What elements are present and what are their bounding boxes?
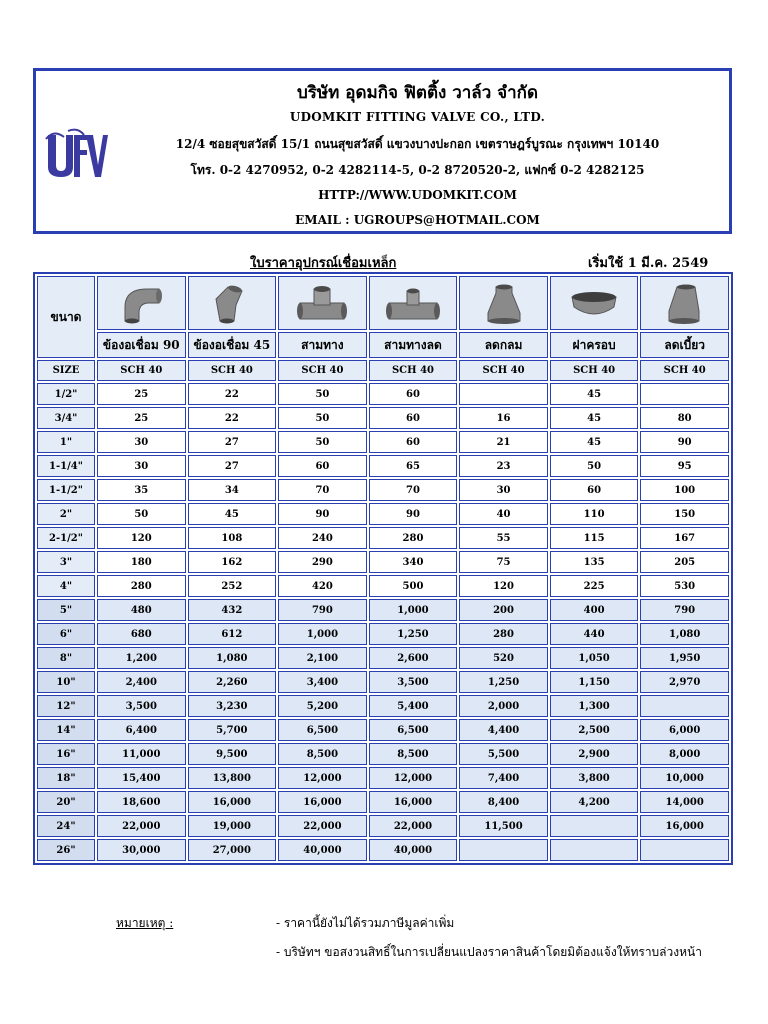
column-header: ฝาครอบ	[550, 332, 639, 358]
table-row	[37, 503, 729, 525]
company-email: EMAIL : UGROUPS@HOTMAIL.COM	[295, 213, 540, 227]
price-cell: 6,500	[278, 719, 367, 741]
price-cell: 135	[550, 551, 639, 573]
size-cell: 20"	[37, 791, 95, 813]
size-cell: 1"	[37, 431, 95, 453]
price-cell: 80	[640, 407, 729, 429]
concentric-reducer-icon	[474, 281, 534, 325]
price-cell: 22,000	[97, 815, 186, 837]
price-cell: 7,400	[459, 767, 548, 789]
price-cell: 1,050	[550, 647, 639, 669]
price-cell: 16,000	[640, 815, 729, 837]
size-cell: 3/4"	[37, 407, 95, 429]
price-cell: 5,400	[369, 695, 458, 717]
price-cell: 27,000	[188, 839, 277, 861]
price-cell: 22	[188, 383, 277, 405]
size-cell: 1-1/2"	[37, 479, 95, 501]
product-name-row	[37, 332, 729, 358]
price-cell: 680	[97, 623, 186, 645]
column-header: ข้องอเชื่อม 45	[188, 332, 277, 358]
price-cell: 60	[369, 431, 458, 453]
price-cell: 60	[550, 479, 639, 501]
elbow-90-icon	[111, 281, 171, 325]
table-row	[37, 743, 729, 765]
price-cell: 1,080	[640, 623, 729, 645]
table-row	[37, 671, 729, 693]
price-cell: 50	[278, 407, 367, 429]
table-row	[37, 455, 729, 477]
column-header: ลดเบี้ยว	[640, 332, 729, 358]
price-cell: 90	[278, 503, 367, 525]
price-cell: 60	[278, 455, 367, 477]
price-cell: 5,700	[188, 719, 277, 741]
size-cell: 6"	[37, 623, 95, 645]
size-cell: 8"	[37, 647, 95, 669]
price-cell: 25	[97, 407, 186, 429]
table-row	[37, 383, 729, 405]
price-cell: 2,600	[369, 647, 458, 669]
price-cell: 340	[369, 551, 458, 573]
price-cell	[640, 695, 729, 717]
price-cell: 22,000	[369, 815, 458, 837]
price-cell: 6,400	[97, 719, 186, 741]
price-cell: 40,000	[369, 839, 458, 861]
price-cell: 530	[640, 575, 729, 597]
price-cell: 790	[278, 599, 367, 621]
schedule-cell: SCH 40	[459, 360, 548, 381]
company-phone: โทร. 0-2 4270952, 0-2 4282114-5, 0-2 8720520-2, แฟกซ์ 0-2 4282125	[190, 163, 645, 177]
price-cell: 6,000	[640, 719, 729, 741]
schedule-row	[37, 360, 729, 381]
price-cell: 480	[97, 599, 186, 621]
price-cell: 2,970	[640, 671, 729, 693]
price-cell: 1,000	[369, 599, 458, 621]
price-cell: 30,000	[97, 839, 186, 861]
table-row	[37, 551, 729, 573]
price-cell: 50	[550, 455, 639, 477]
schedule-cell: SCH 40	[188, 360, 277, 381]
price-cell	[550, 839, 639, 861]
price-cell: 252	[188, 575, 277, 597]
table-row	[37, 695, 729, 717]
size-cell: 5"	[37, 599, 95, 621]
price-cell: 3,230	[188, 695, 277, 717]
size-cell: 18"	[37, 767, 95, 789]
price-cell: 1,300	[550, 695, 639, 717]
price-cell: 45	[550, 431, 639, 453]
price-cell: 12,000	[278, 767, 367, 789]
column-header: สามทาง	[278, 332, 367, 358]
price-cell: 790	[640, 599, 729, 621]
price-cell: 8,500	[369, 743, 458, 765]
table-row	[37, 479, 729, 501]
price-cell: 60	[369, 407, 458, 429]
price-cell: 13,800	[188, 767, 277, 789]
price-cell: 10,000	[640, 767, 729, 789]
price-cell: 290	[278, 551, 367, 573]
table-row	[37, 623, 729, 645]
price-cell: 8,000	[640, 743, 729, 765]
company-website: HTTP://WWW.UDOMKIT.COM	[318, 188, 517, 202]
reducing-tee-icon	[383, 281, 443, 325]
schedule-cell: SCH 40	[369, 360, 458, 381]
company-address: 12/4 ซอยสุขสวัสดิ์ 15/1 ถนนสุขสวัสดิ์ แขวงบางปะกอก เขตราษฎร์บูรณะ กรุงเทพฯ 10140	[175, 137, 660, 151]
table-row	[37, 407, 729, 429]
price-cell: 500	[369, 575, 458, 597]
price-cell: 30	[97, 455, 186, 477]
price-cell: 225	[550, 575, 639, 597]
price-cell: 5,500	[459, 743, 548, 765]
price-cell: 2,900	[550, 743, 639, 765]
price-cell: 180	[97, 551, 186, 573]
table-row	[37, 791, 729, 813]
column-header: สามทางลด	[369, 332, 458, 358]
price-cell: 100	[640, 479, 729, 501]
elbow-45-icon	[202, 281, 262, 325]
ufv-logo-icon	[44, 121, 108, 185]
price-cell: 16,000	[188, 791, 277, 813]
price-cell: 1,250	[369, 623, 458, 645]
price-cell: 1,150	[550, 671, 639, 693]
price-cell: 2,260	[188, 671, 277, 693]
size-cell: 2"	[37, 503, 95, 525]
price-cell: 25	[97, 383, 186, 405]
cap-icon	[564, 281, 624, 325]
price-cell: 65	[369, 455, 458, 477]
product-image-cell	[278, 276, 367, 330]
price-cell: 16	[459, 407, 548, 429]
price-cell	[459, 383, 548, 405]
price-cell: 16,000	[369, 791, 458, 813]
eccentric-reducer-icon	[655, 281, 715, 325]
price-cell: 1,950	[640, 647, 729, 669]
size-cell: 14"	[37, 719, 95, 741]
company-header	[33, 68, 732, 234]
price-cell: 70	[369, 479, 458, 501]
price-cell: 50	[278, 383, 367, 405]
size-cell: 26"	[37, 839, 95, 861]
price-cell: 70	[278, 479, 367, 501]
price-cell: 3,400	[278, 671, 367, 693]
table-row	[37, 575, 729, 597]
price-cell: 2,100	[278, 647, 367, 669]
table-row	[37, 599, 729, 621]
price-cell: 55	[459, 527, 548, 549]
price-cell: 8,500	[278, 743, 367, 765]
price-cell: 9,500	[188, 743, 277, 765]
price-table	[33, 272, 733, 865]
price-cell	[550, 815, 639, 837]
price-cell: 1,200	[97, 647, 186, 669]
price-cell: 8,400	[459, 791, 548, 813]
price-cell: 2,000	[459, 695, 548, 717]
price-cell: 15,400	[97, 767, 186, 789]
price-cell: 520	[459, 647, 548, 669]
product-image-cell	[188, 276, 277, 330]
size-cell: 10"	[37, 671, 95, 693]
size-header-english: SIZE	[37, 360, 95, 381]
price-cell: 30	[459, 479, 548, 501]
price-cell: 205	[640, 551, 729, 573]
size-cell: 24"	[37, 815, 95, 837]
price-cell: 11,000	[97, 743, 186, 765]
notes-label: หมายเหตุ :	[116, 916, 174, 930]
price-cell: 4,400	[459, 719, 548, 741]
table-row	[37, 527, 729, 549]
price-cell: 120	[459, 575, 548, 597]
price-cell: 1,250	[459, 671, 548, 693]
table-row	[37, 431, 729, 453]
size-cell: 2-1/2"	[37, 527, 95, 549]
table-row	[37, 647, 729, 669]
price-cell: 440	[550, 623, 639, 645]
price-cell: 40	[459, 503, 548, 525]
size-cell: 12"	[37, 695, 95, 717]
price-cell: 19,000	[188, 815, 277, 837]
price-cell: 110	[550, 503, 639, 525]
price-cell: 11,500	[459, 815, 548, 837]
price-cell: 240	[278, 527, 367, 549]
company-name-english: UDOMKIT FITTING VALVE CO., LTD.	[289, 110, 546, 124]
size-cell: 1-1/4"	[37, 455, 95, 477]
price-cell	[640, 839, 729, 861]
price-cell: 95	[640, 455, 729, 477]
table-row	[37, 839, 729, 861]
price-cell: 75	[459, 551, 548, 573]
price-cell: 23	[459, 455, 548, 477]
column-header: ข้องอเชื่อม 90	[97, 332, 186, 358]
tee-icon	[292, 281, 352, 325]
price-cell: 3,800	[550, 767, 639, 789]
price-cell: 200	[459, 599, 548, 621]
price-cell: 27	[188, 431, 277, 453]
price-cell: 90	[369, 503, 458, 525]
price-cell: 22,000	[278, 815, 367, 837]
price-cell: 35	[97, 479, 186, 501]
price-cell: 1,080	[188, 647, 277, 669]
schedule-cell: SCH 40	[278, 360, 367, 381]
price-cell: 50	[97, 503, 186, 525]
price-cell: 108	[188, 527, 277, 549]
price-cell: 612	[188, 623, 277, 645]
price-cell: 21	[459, 431, 548, 453]
price-cell: 45	[188, 503, 277, 525]
price-cell: 90	[640, 431, 729, 453]
price-cell: 22	[188, 407, 277, 429]
price-cell: 167	[640, 527, 729, 549]
price-cell: 40,000	[278, 839, 367, 861]
product-image-cell	[640, 276, 729, 330]
column-header: ลดกลม	[459, 332, 548, 358]
price-cell: 150	[640, 503, 729, 525]
price-cell: 280	[97, 575, 186, 597]
product-image-row	[37, 276, 729, 330]
product-image-cell	[369, 276, 458, 330]
price-cell: 162	[188, 551, 277, 573]
schedule-cell: SCH 40	[640, 360, 729, 381]
product-image-cell	[459, 276, 548, 330]
price-cell: 5,200	[278, 695, 367, 717]
price-cell: 432	[188, 599, 277, 621]
price-cell: 280	[459, 623, 548, 645]
price-cell: 1,000	[278, 623, 367, 645]
table-row	[37, 767, 729, 789]
product-image-cell	[97, 276, 186, 330]
size-cell: 3"	[37, 551, 95, 573]
price-cell: 120	[97, 527, 186, 549]
size-cell: 1/2"	[37, 383, 95, 405]
price-cell: 60	[369, 383, 458, 405]
price-cell	[459, 839, 548, 861]
price-cell: 4,200	[550, 791, 639, 813]
size-header-thai: ขนาด	[37, 276, 95, 358]
price-cell: 400	[550, 599, 639, 621]
size-cell: 4"	[37, 575, 95, 597]
size-cell: 16"	[37, 743, 95, 765]
price-cell: 2,400	[97, 671, 186, 693]
note-item: - ราคานี้ยังไม่ได้รวมภาษีมูลค่าเพิ่ม	[276, 916, 455, 930]
schedule-cell: SCH 40	[550, 360, 639, 381]
price-cell: 420	[278, 575, 367, 597]
price-cell: 6,500	[369, 719, 458, 741]
price-cell: 34	[188, 479, 277, 501]
table-row	[37, 719, 729, 741]
price-cell: 280	[369, 527, 458, 549]
table-row	[37, 815, 729, 837]
effective-date: เริ่มใช้ 1 มี.ค. 2549	[588, 256, 709, 271]
price-cell: 18,600	[97, 791, 186, 813]
price-cell: 3,500	[369, 671, 458, 693]
price-cell: 14,000	[640, 791, 729, 813]
price-cell: 50	[278, 431, 367, 453]
price-cell: 3,500	[97, 695, 186, 717]
document-title: ใบราคาอุปกรณ์เชื่อมเหล็ก	[250, 256, 397, 271]
price-cell	[640, 383, 729, 405]
price-cell: 16,000	[278, 791, 367, 813]
price-cell: 2,500	[550, 719, 639, 741]
price-cell: 27	[188, 455, 277, 477]
product-image-cell	[550, 276, 639, 330]
price-cell: 30	[97, 431, 186, 453]
schedule-cell: SCH 40	[97, 360, 186, 381]
company-name-thai: บริษัท อุดมกิจ ฟิตติ้ง วาล์ว จำกัด	[296, 83, 539, 103]
note-item: - บริษัทฯ ขอสงวนสิทธิ์ในการเปลี่ยนแปลงราคาสินค้าโดยมิต้องแจ้งให้ทราบล่วงหน้า	[276, 945, 702, 959]
price-cell: 45	[550, 407, 639, 429]
price-cell: 115	[550, 527, 639, 549]
price-cell: 12,000	[369, 767, 458, 789]
price-cell: 45	[550, 383, 639, 405]
